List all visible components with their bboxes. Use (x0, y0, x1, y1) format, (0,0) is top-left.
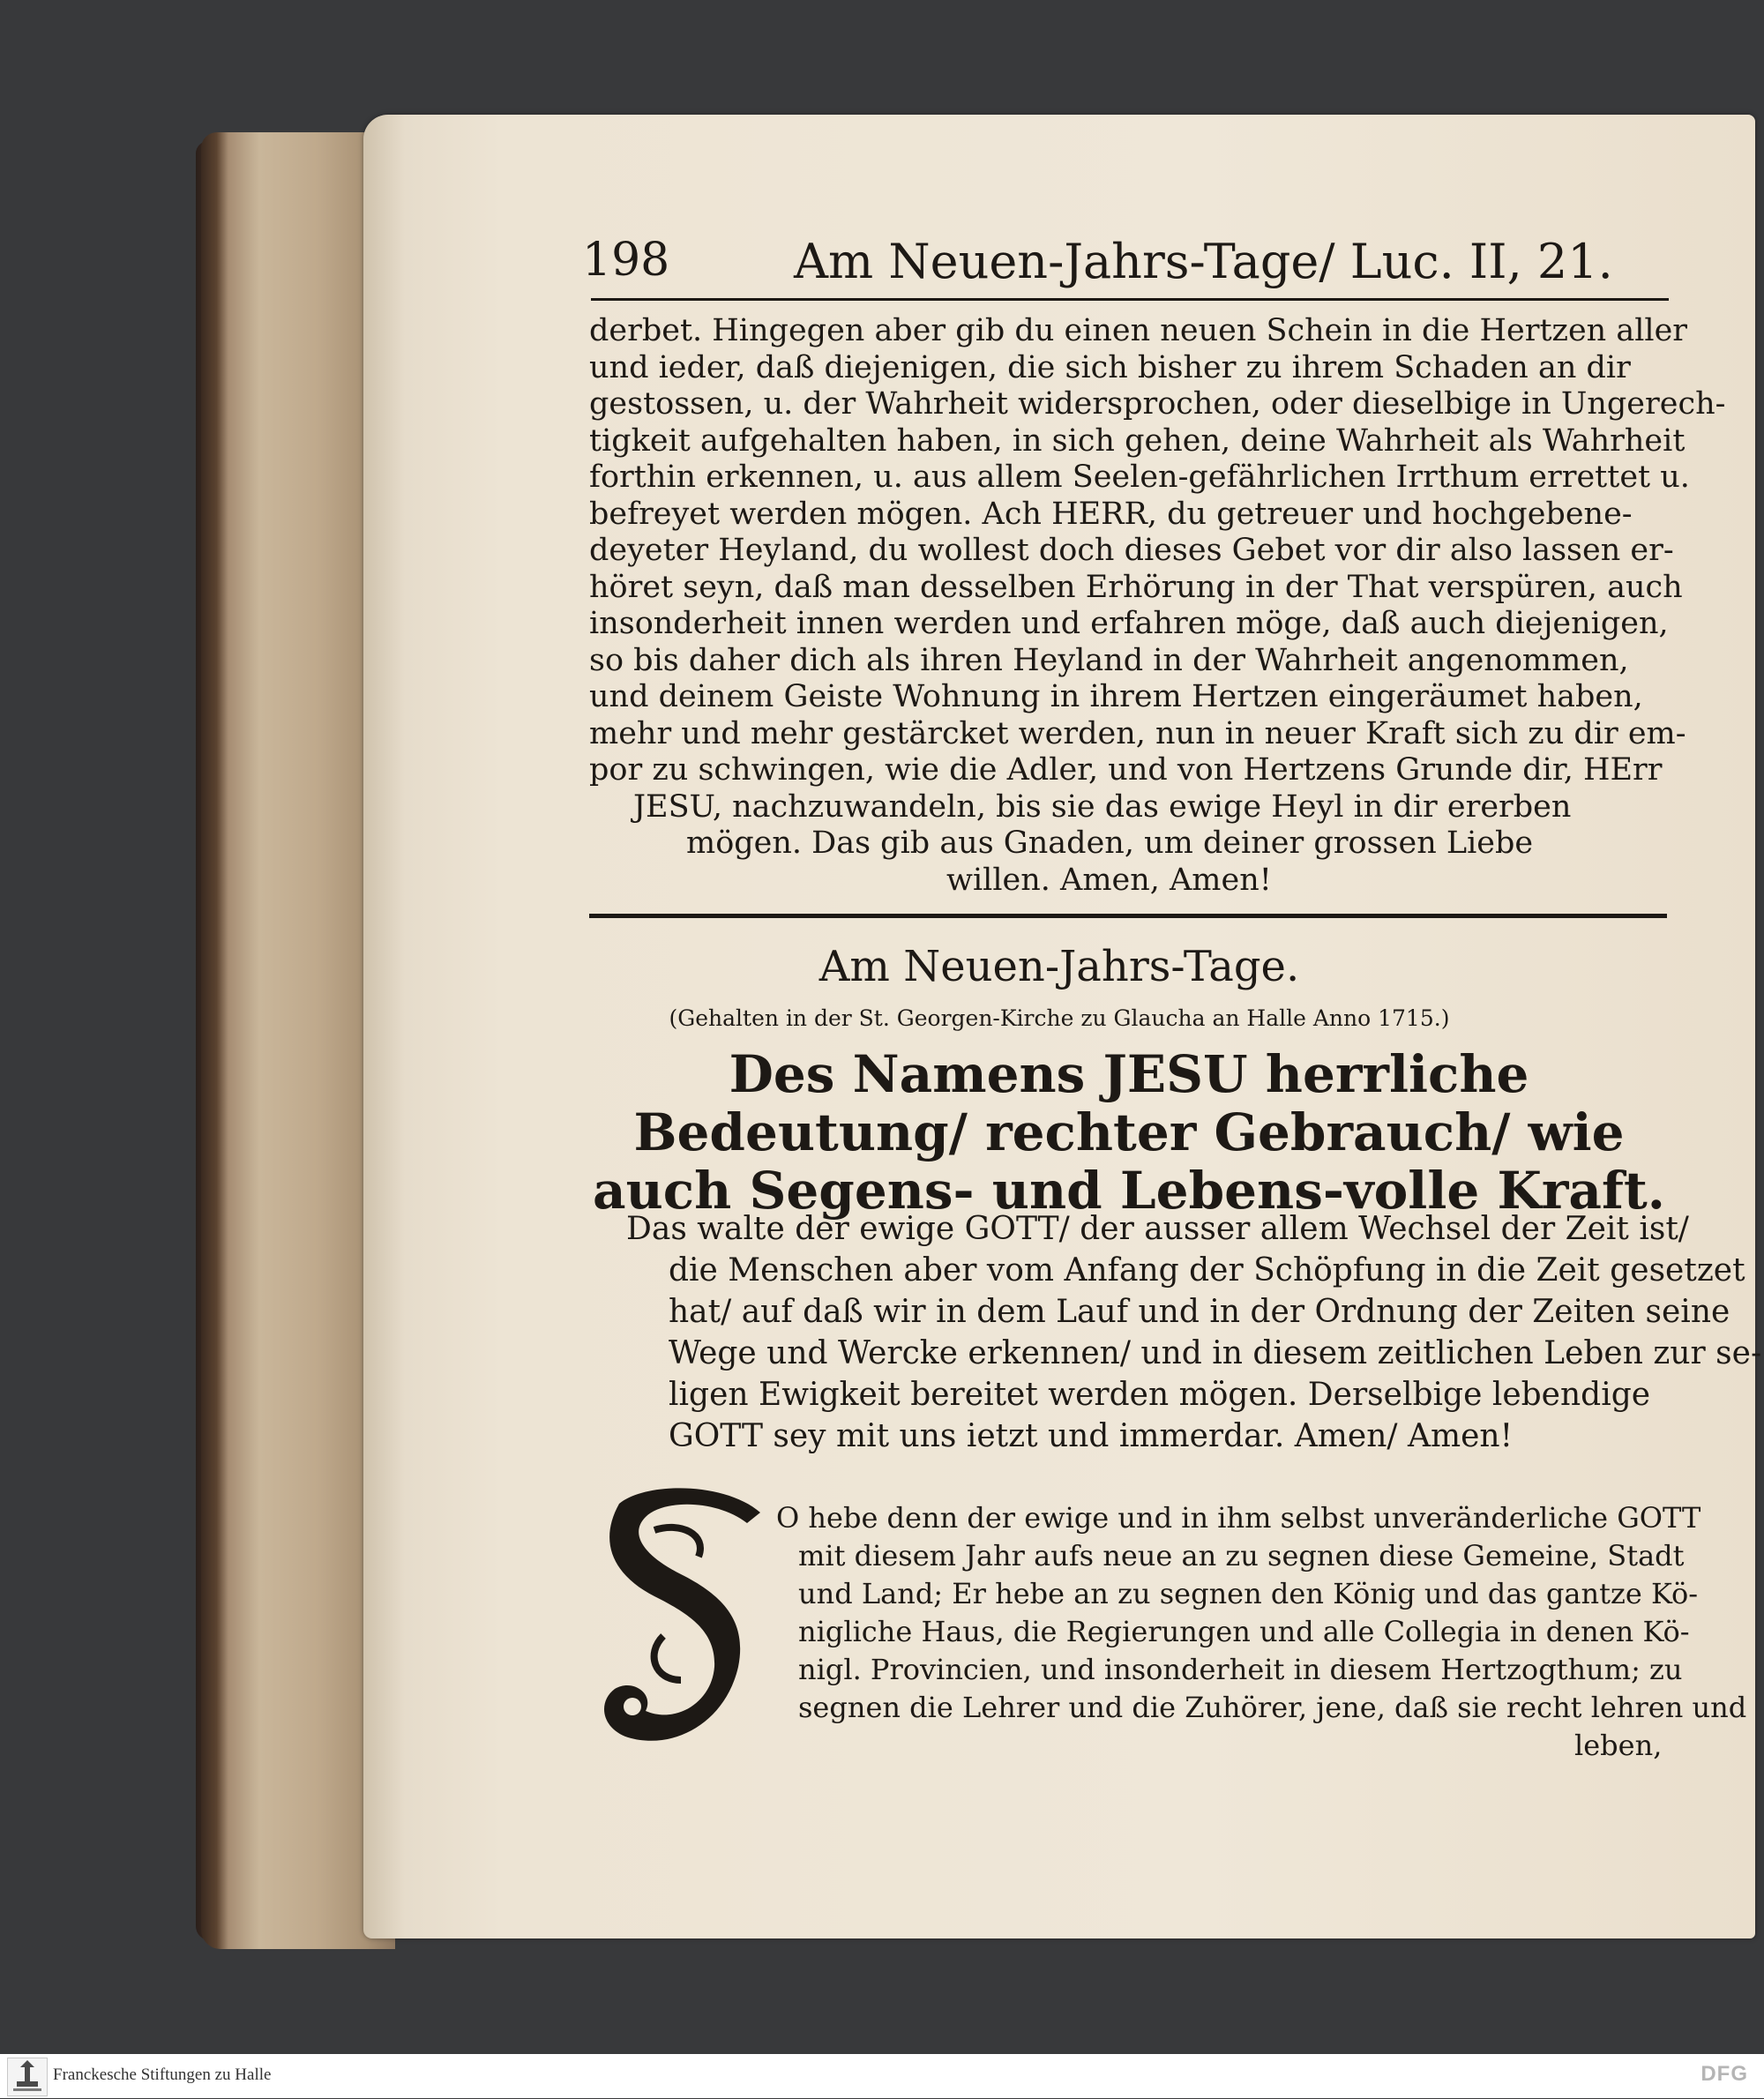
prayer-line: so bis daher dich als ihren Heyland in der Wahrheit angenommen, (589, 642, 1629, 678)
header-rule (591, 298, 1669, 301)
institution-name[interactable]: Franckesche Stiftungen zu Halle (53, 2065, 272, 2084)
intro-line: ligen Ewigkeit bereitet werden mögen. Derselbige lebendige (669, 1377, 1651, 1413)
prayer-line: und deinem Geiste Wohnung in ihrem Hertzen eingeräumet haben, (589, 679, 1643, 714)
sermon-line: und Land; Er hebe an zu segnen den König und das gantze Kö- (798, 1577, 1699, 1610)
catchword: leben, (1574, 1729, 1663, 1762)
sermon-line: nigliche Haus, die Regierungen und alle Collegia in denen Kö- (798, 1615, 1690, 1648)
prayer-line: befreyet werden mögen. Ach HERR, du getreuer und hochgebene- (589, 496, 1633, 532)
prayer-line: por zu schwingen, wie die Adler, und von Hertzens Grunde dir, HErr (589, 752, 1663, 788)
prayer-line: insonderheit innen werden und erfahren möge, daß auch diejenigen, (589, 606, 1669, 641)
sermon-line: nigl. Provincien, und insonderheit in diesem Hertzogthum; zu (798, 1653, 1683, 1686)
prayer-line: tigkeit aufgehalten haben, in sich gehen, deine Wahrheit als Wahrheit (589, 422, 1686, 459)
viewer-footer (0, 2054, 1764, 2098)
sermon-line: O hebe denn der ewige und in ihm selbst unveränderliche GOTT (776, 1501, 1701, 1535)
intro-line: GOTT sey mit uns ietzt und immerdar. Amen/ Amen! (669, 1418, 1514, 1454)
prayer-line: höret seyn, daß man desselben Erhörung in der That verspüren, auch (589, 569, 1683, 605)
prayer-line: forthin erkennen, u. aus allem Seelen-gefährlichen Irrthum errettet u. (589, 459, 1690, 495)
section-title: Am Neuen-Jahrs-Tage. (818, 942, 1300, 991)
sermon-text (776, 1499, 1746, 1765)
prayer-line: deyeter Heyland, du wollest doch dieses Gebet vor dir also lassen er- (589, 533, 1674, 568)
prayer-closing-line: mögen. Das gib aus Gnaden, um deiner grossen Liebe (686, 825, 1534, 861)
opening-prayer (626, 1208, 1761, 1457)
prayer-closing-line: JESU, nachzuwandeln, bis sie das ewige Heyl in dir ererben (633, 788, 1572, 825)
prayer-line: mehr und mehr gestärcket werden, nun in neuer Kraft sich zu dir em- (589, 715, 1686, 751)
intro-line: hat/ auf daß wir in dem Lauf und in der Ordnung der Zeiten seine (669, 1294, 1730, 1330)
prayer-line: derbet. Hingegen aber gib du einen neuen Schein in die Hertzen aller (589, 313, 1688, 348)
prayer-text (589, 313, 1725, 899)
page-header (582, 234, 1676, 295)
institution-logo-icon (8, 2058, 47, 2095)
sermon-headline: Des Namens JESU herrliche Bedeutung/ rechter Gebrauch/ wie auch Segens- und Lebens-volle Kraft. (593, 1044, 1665, 1221)
dfg-logo[interactable]: DFG (1700, 2062, 1748, 2086)
page-number: 198 (582, 234, 670, 287)
decorative-initial (593, 1477, 769, 1768)
institution-logo (7, 2058, 48, 2096)
intro-line: Das walte der ewige GOTT/ der ausser allem Wechsel der Zeit ist/ (626, 1211, 1689, 1247)
section-subtitle: (Gehalten in der St. Georgen-Kirche zu Glaucha an Halle Anno 1715.) (669, 1005, 1450, 1031)
prayer-line: und ieder, daß diejenigen, die sich bisher zu ihrem Schaden an dir (589, 349, 1631, 385)
decorative-initial-icon (593, 1477, 769, 1768)
prayer-closing-line: willen. Amen, Amen! (946, 862, 1272, 898)
sermon-line: mit diesem Jahr aufs neue an zu segnen diese Gemeine, Stadt (798, 1539, 1685, 1572)
intro-line: Wege und Wercke erkennen/ und in diesem zeitlichen Leben zur se- (669, 1335, 1762, 1371)
prayer-line: gestossen, u. der Wahrheit widersprochen, oder dieselbige in Ungerech- (589, 386, 1726, 422)
running-title: Am Neuen-Jahrs-Tage/ Luc. II, 21. (794, 234, 1613, 289)
intro-line: die Menschen aber vom Anfang der Schöpfung in die Zeit gesetzet (669, 1252, 1745, 1289)
section-divider (589, 914, 1667, 918)
sermon-line: segnen die Lehrer und die Zuhörer, jene, daß sie recht lehren und (798, 1691, 1747, 1724)
